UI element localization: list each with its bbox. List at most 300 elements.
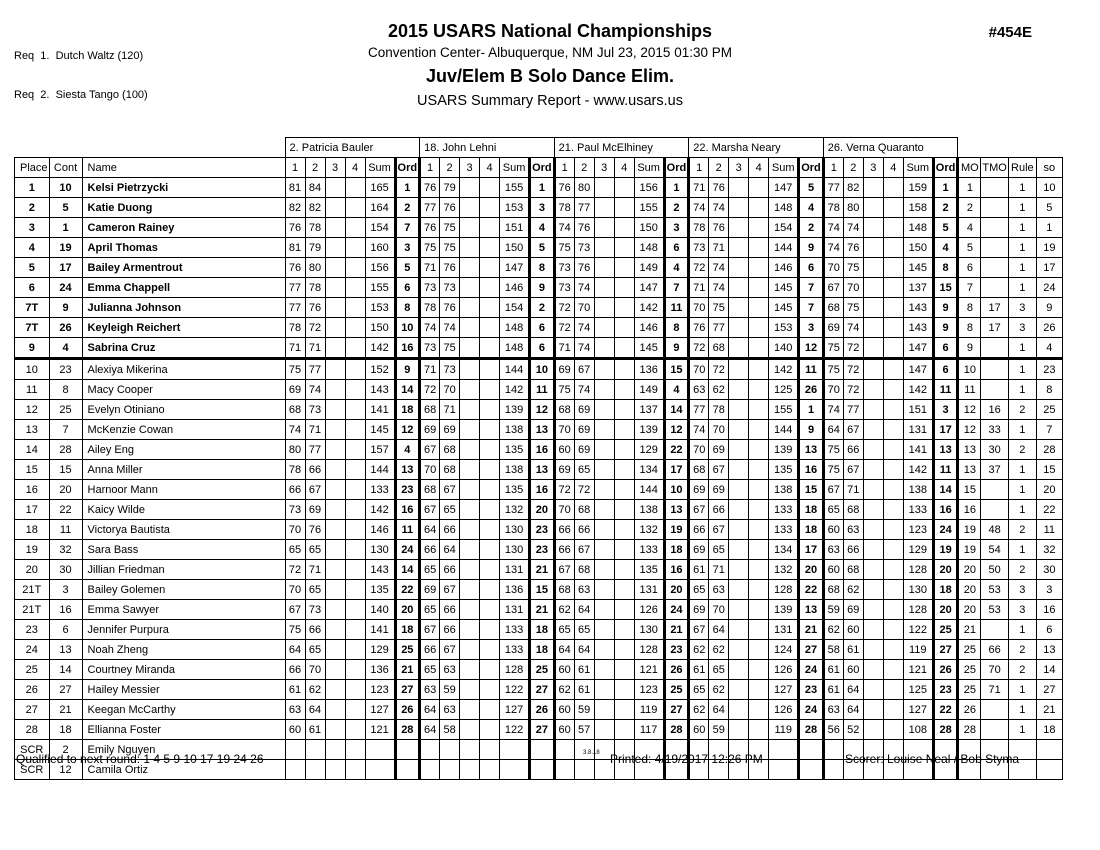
sum-cell: 144 [634,480,664,500]
score3-cell [729,660,749,680]
score1-cell: 77 [420,198,440,218]
so-cell: 23 [1036,359,1062,380]
so-cell: 4 [1036,338,1062,359]
score4-cell [345,460,365,480]
score4-cell [749,600,769,620]
score1-cell: 71 [689,178,709,198]
score1-cell: 69 [554,359,574,380]
ord-cell: 10 [530,359,555,380]
score2-cell: 74 [574,380,594,400]
mo-cell: 21 [958,620,981,640]
so-cell: 22 [1036,500,1062,520]
score3-cell [729,500,749,520]
so-cell: 15 [1036,460,1062,480]
so-cell: 5 [1036,198,1062,218]
score4-cell [883,298,903,318]
sum-cell: 122 [500,680,530,700]
mo-cell: 1 [958,178,981,198]
col-header-4: 4 [345,158,365,178]
ord-cell: 19 [933,540,958,560]
score1-cell: 78 [689,218,709,238]
score4-cell [614,318,634,338]
sum-cell: 123 [903,520,933,540]
mo-cell: 2 [958,198,981,218]
score4-cell [345,380,365,400]
ord-cell: 7 [799,298,824,318]
name-cell: Harnoor Mann [82,480,285,500]
ord-cell: 2 [530,298,555,318]
tmo-cell [981,720,1008,740]
score2-cell: 68 [843,560,863,580]
ord-cell: 26 [664,660,689,680]
table-row [15,560,1063,580]
name-cell: Evelyn Otiniano [82,400,285,420]
score2-cell: 74 [843,318,863,338]
score4-cell [480,278,500,298]
ord-cell: 25 [530,660,555,680]
score4-cell [480,460,500,480]
score3-cell [325,198,345,218]
score3-cell [863,380,883,400]
sum-cell [365,760,395,780]
tmo-cell: 33 [981,420,1008,440]
score3-cell [460,400,480,420]
score4-cell [345,620,365,640]
score3-cell [460,178,480,198]
ord-cell: 22 [395,580,420,600]
score2-cell: 70 [574,298,594,318]
score3-cell [729,298,749,318]
score2-cell: 69 [440,420,460,440]
score1-cell: 68 [554,400,574,420]
ord-cell: 16 [530,480,555,500]
sum-cell: 165 [365,178,395,198]
score2-cell: 59 [440,680,460,700]
score1-cell: 74 [689,420,709,440]
score4-cell [345,500,365,520]
score2-cell: 76 [305,520,325,540]
place-cell: 11 [15,380,50,400]
rule-cell: 1 [1008,380,1036,400]
score4-cell [345,760,365,780]
sum-cell: 149 [634,258,664,278]
header-spacer [958,138,1062,158]
place-cell: 25 [15,660,50,680]
sum-cell: 153 [769,318,799,338]
score1-cell: 76 [285,218,305,238]
sum-cell: 145 [634,338,664,359]
ord-cell: 15 [799,480,824,500]
rule-cell: 1 [1008,238,1036,258]
score3-cell [460,278,480,298]
score4-cell [614,460,634,480]
score4-cell [883,560,903,580]
sum-cell: 121 [903,660,933,680]
score4-cell [480,400,500,420]
ord-cell: 28 [933,720,958,740]
sum-cell: 128 [903,600,933,620]
score4-cell [883,359,903,380]
score2-cell: 67 [574,540,594,560]
score4-cell [883,620,903,640]
score3-cell [863,218,883,238]
place-cell: 5 [15,258,50,278]
score3-cell [863,238,883,258]
score2-cell: 76 [440,258,460,278]
score3-cell [729,520,749,540]
score4-cell [749,680,769,700]
score1-cell: 68 [420,480,440,500]
col-header-sum: Sum [365,158,395,178]
score4-cell [345,660,365,680]
rule-cell: 1 [1008,218,1036,238]
sum-cell: 150 [500,238,530,258]
score1-cell: 76 [420,178,440,198]
sum-cell: 155 [365,278,395,298]
score4-cell [345,198,365,218]
cont-cell: 1 [49,218,82,238]
score2-cell: 75 [843,298,863,318]
score2-cell: 74 [574,338,594,359]
score4-cell [749,560,769,580]
score3-cell [863,318,883,338]
score2-cell: 71 [843,480,863,500]
name-cell: Keyleigh Reichert [82,318,285,338]
score4-cell [749,520,769,540]
score2-cell: 76 [305,298,325,318]
score1-cell: 71 [554,338,574,359]
score3-cell [325,338,345,359]
score2-cell: 62 [709,380,729,400]
cont-cell: 23 [49,359,82,380]
score4-cell [749,318,769,338]
score4-cell [614,338,634,359]
score4-cell [749,258,769,278]
score2-cell: 66 [305,620,325,640]
sum-cell: 158 [903,198,933,218]
score1-cell: 70 [285,580,305,600]
place-cell: 15 [15,460,50,480]
mo-cell: 25 [958,660,981,680]
score4-cell [614,218,634,238]
cont-cell: 18 [49,720,82,740]
score4-cell [883,640,903,660]
score2-cell: 65 [709,540,729,560]
score1-cell: 76 [554,178,574,198]
score1-cell: 72 [420,380,440,400]
sum-cell: 130 [634,620,664,640]
score1-cell [823,760,843,780]
rule-cell: 1 [1008,258,1036,278]
ord-cell: 15 [530,580,555,600]
score4-cell [883,440,903,460]
ord-cell: 16 [933,500,958,520]
score3-cell [325,318,345,338]
score1-cell [420,760,440,780]
score2-cell: 52 [843,720,863,740]
ord-cell: 13 [530,460,555,480]
sum-cell: 141 [365,620,395,640]
score2-cell: 61 [843,640,863,660]
mo-cell: 12 [958,420,981,440]
rule-cell: 2 [1008,660,1036,680]
score2-cell: 66 [440,600,460,620]
so-cell: 28 [1036,440,1062,460]
rule-cell: 3 [1008,318,1036,338]
tmo-cell [981,500,1008,520]
sum-cell: 122 [903,620,933,640]
cont-cell: 20 [49,480,82,500]
score4-cell [345,218,365,238]
score1-cell: 66 [554,520,574,540]
cont-cell: 21 [49,700,82,720]
ord-cell: 13 [530,420,555,440]
score4-cell [883,520,903,540]
score3-cell [325,500,345,520]
score2-cell: 60 [843,620,863,640]
score4-cell [883,420,903,440]
sum-cell: 142 [365,338,395,359]
score2-cell: 82 [305,198,325,218]
place-cell: 12 [15,400,50,420]
ord-cell [395,760,420,780]
score1-cell: 74 [285,420,305,440]
score1-cell: 82 [285,198,305,218]
sum-cell: 129 [634,440,664,460]
ord-cell: 13 [395,460,420,480]
ord-cell: 18 [395,400,420,420]
so-cell: 25 [1036,400,1062,420]
ord-cell: 12 [799,338,824,359]
score1-cell: 63 [823,700,843,720]
table-row [15,278,1063,298]
score1-cell: 61 [823,660,843,680]
mo-cell: 26 [958,700,981,720]
sum-cell: 117 [634,720,664,740]
score1-cell: 68 [420,400,440,420]
score4-cell [480,600,500,620]
sum-cell: 121 [365,720,395,740]
mo-cell: 10 [958,359,981,380]
sum-cell: 139 [634,420,664,440]
cont-cell: 9 [49,298,82,318]
score4-cell [480,420,500,440]
sum-cell: 146 [500,278,530,298]
score1-cell: 60 [285,720,305,740]
place-cell: SCR [15,760,50,780]
score2-cell [305,740,325,760]
score3-cell [460,500,480,520]
ord-cell: 7 [395,218,420,238]
table-row [15,520,1063,540]
score1-cell: 69 [285,380,305,400]
score2-cell: 69 [843,600,863,620]
sum-cell: 137 [634,400,664,420]
score2-cell: 74 [843,218,863,238]
mo-cell: 6 [958,258,981,278]
ord-cell: 23 [530,520,555,540]
ord-cell: 11 [799,359,824,380]
ord-cell: 11 [395,520,420,540]
ord-cell: 26 [530,700,555,720]
place-cell: 19 [15,540,50,560]
name-cell: McKenzie Cowan [82,420,285,440]
score2-cell: 62 [709,680,729,700]
score1-cell: 61 [689,660,709,680]
cont-cell: 11 [49,520,82,540]
score2-cell: 75 [440,238,460,258]
col-header-2: 2 [440,158,460,178]
ord-cell: 26 [799,380,824,400]
score4-cell [480,338,500,359]
score2-cell: 74 [709,198,729,218]
score1-cell: 64 [823,420,843,440]
rule-cell: 1 [1008,540,1036,560]
tmo-cell [981,480,1008,500]
score1-cell: 69 [554,460,574,480]
sum-cell: 136 [500,580,530,600]
score3-cell [863,420,883,440]
mo-cell: 11 [958,380,981,400]
score2-cell: 60 [843,660,863,680]
score3-cell [729,720,749,740]
col-header-2: 2 [709,158,729,178]
score2-cell: 76 [843,238,863,258]
sum-cell: 133 [500,620,530,640]
sum-cell: 133 [769,520,799,540]
sum-cell: 139 [769,440,799,460]
rule-cell: 1 [1008,720,1036,740]
score1-cell: 78 [285,460,305,480]
score4-cell [480,720,500,740]
ord-cell: 1 [799,400,824,420]
table-row [15,480,1063,500]
score3-cell [594,460,614,480]
tmo-cell: 53 [981,580,1008,600]
score1-cell: 67 [420,440,440,460]
col-header-ord: Ord [933,158,958,178]
sum-cell: 131 [500,560,530,580]
score3-cell [863,680,883,700]
name-cell: Alexiya Mikerina [82,359,285,380]
score3-cell [729,700,749,720]
score4-cell [614,178,634,198]
score4-cell [345,420,365,440]
score2-cell: 73 [440,278,460,298]
score3-cell [863,520,883,540]
col-header-2: 2 [305,158,325,178]
score4-cell [480,258,500,278]
score3-cell [325,520,345,540]
ord-cell: 26 [933,660,958,680]
sum-cell: 148 [903,218,933,238]
col-header-4: 4 [749,158,769,178]
score3-cell [460,420,480,440]
score3-cell [729,560,749,580]
score3-cell [729,359,749,380]
score3-cell [729,218,749,238]
score3-cell [325,540,345,560]
cont-cell: 10 [49,178,82,198]
table-row [15,298,1063,318]
score1-cell: 74 [554,218,574,238]
score3-cell [325,460,345,480]
score3-cell [594,520,614,540]
header-spacer [15,138,286,158]
score2-cell: 57 [574,720,594,740]
table-row [15,400,1063,420]
score2-cell: 71 [709,238,729,258]
score2-cell: 62 [305,680,325,700]
col-header-sum: Sum [634,158,664,178]
place-cell: 27 [15,700,50,720]
score2-cell: 64 [709,620,729,640]
score3-cell [460,258,480,278]
score4-cell [345,740,365,760]
version-stamp: 3.8.18 [583,750,600,756]
ord-cell: 23 [395,480,420,500]
score3-cell [863,640,883,660]
score4-cell [614,400,634,420]
score3-cell [729,680,749,700]
sum-cell: 152 [365,359,395,380]
score1-cell: 76 [689,318,709,338]
ord-cell: 9 [530,278,555,298]
place-cell: 9 [15,338,50,359]
score4-cell [345,400,365,420]
name-cell: Bailey Armentrout [82,258,285,278]
ord-cell: 21 [799,620,824,640]
score1-cell [823,740,843,760]
score3-cell [460,540,480,560]
score3-cell [863,258,883,278]
sum-cell: 147 [903,338,933,359]
report-subtitle: USARS Summary Report - www.usars.us [417,92,683,109]
ord-cell: 28 [799,720,824,740]
score1-cell: 75 [554,238,574,258]
sum-cell: 155 [769,400,799,420]
sum-cell: 119 [769,720,799,740]
score4-cell [883,720,903,740]
sum-cell: 131 [903,420,933,440]
place-cell: 3 [15,218,50,238]
score2-cell: 67 [574,359,594,380]
ord-cell: 15 [664,359,689,380]
score3-cell [460,720,480,740]
col-header-1: 1 [554,158,574,178]
score1-cell: 71 [420,359,440,380]
tmo-cell [981,258,1008,278]
score3-cell [594,359,614,380]
score2-cell: 63 [709,580,729,600]
rule-cell: 2 [1008,560,1036,580]
score3-cell [460,620,480,640]
sum-cell: 129 [365,640,395,660]
table-row [15,500,1063,520]
ord-cell: 4 [799,198,824,218]
score3-cell [460,359,480,380]
sum-cell: 141 [903,440,933,460]
score3-cell [460,338,480,359]
sum-cell: 143 [903,318,933,338]
doc-number: #454E [988,24,1032,41]
score2-cell: 66 [440,520,460,540]
score1-cell: 66 [285,660,305,680]
tmo-cell [981,359,1008,380]
score2-cell: 72 [305,318,325,338]
ord-cell: 10 [664,480,689,500]
score4-cell [749,298,769,318]
